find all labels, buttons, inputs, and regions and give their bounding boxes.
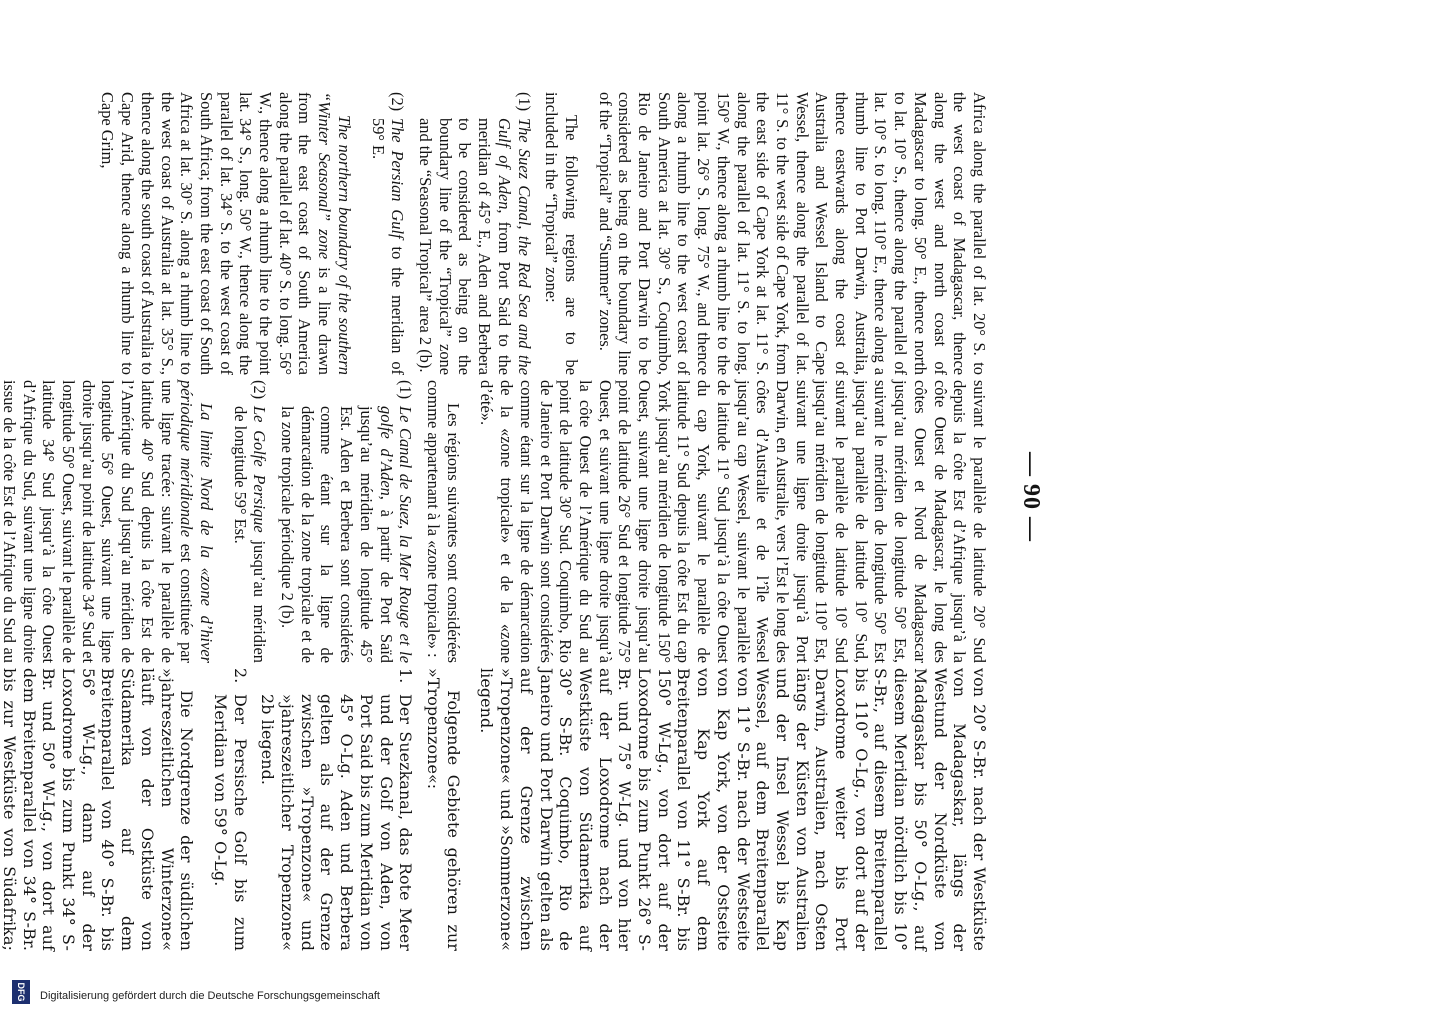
item-text: from Port Said to the meridian of 45° E., Aden and Berbera to be considered as being on the boundary line of the “Tropical” zone and the “Seasonal Tropical” area 2 (b). <box>416 118 514 375</box>
item-text: à partir de Port Saïd jusqu’au méridien de longitude 45° Est. Aden et Berbera sont considérés comme étant sur la ligne de démarcation de la zone tropicale et de la zone tropicale périodique 2 (b). <box>278 406 396 663</box>
french-paragraph-3 <box>0 380 216 663</box>
list-number: (2) <box>250 380 270 400</box>
french-column <box>0 380 989 663</box>
german-list-item-2 <box>210 668 249 951</box>
french-paragraph-1: suivant le parallèle de latitude 20° Sud depuis la côte Est d’Afrique jusqu’à la côte Ouest de Madagascar, le long des côtes Ouest et Nord de Madagascar jusqu’au méridien de longitude 50° Est, suivant le méridien de longitude 50° Est jusqu’au parallèle de latitude 10° Sud, suivant le parallèle de latitude 10° Sud jusqu’au méridien de longitude 110° Est, suivant une ligne droite jusqu’à Port Darwin, en Australie, vers l’Est le long des côtes d’Australie et de l’île Wessel jusqu’au cap Wessel, suivant le parallèle de latitude 11° Sud jusqu’à la côte Ouest du cap York, suivant le parallèle de latitude 11° Sud depuis la côte Est du cap York jusqu’au méridien de longitude 150° Ouest, suivant une ligne droite jusqu’au point de latitude 26° Sud et longitude 75° Ouest, et suivant une ligne droite jusqu’à la côte Ouest de l’Amérique du Sud au point de latitude 30° Sud. Coquimbo, Rio de Janeiro et Port Darwin sont considérés comme étant sur la ligne de démarcation de la «zone tropicale» et de la «zone d’été». <box>477 380 989 663</box>
list-number: 1. <box>396 668 416 684</box>
german-paragraph-1: von 20° S-Br. nach der Westküste von Madagaskar, längs der Westund der Nordküste von Madagaskar bis 50° O-Lg., auf diesem Meridian nördlich bis 10° S-Br., auf diesem Breitenparallel bis 110° O-Lg., von dort auf der Loxodrome weiter bis Port Darwin, Australien, nach Osten längs der Küsten von Australien und der Insel Wessel bis Kap Wessel, auf dem Breitenparallel von 11° S-Br. nach der Westseite von Kap York, von der Ostseite von Kap York auf dem Breitenparallel von 11° S-Br. bis 150° W-Lg., von dort auf der Loxodrome bis zum Punkt 26° S-Br. und 75° W-Lg. und von hier auf der Loxodrome nach der Westküste von Südamerika auf 30° S-Br. Coquimbo, Rio de Janeiro und Port Darwin gelten als auf der Grenze zwischen »Tropenzone« und »Sommerzone« liegend. <box>477 668 989 951</box>
paragraph-text: is a line drawn from the east coast of South America along the parallel of lat. 40° S. to long. 56° W., thence along a rhumb line to the point lat. 34° S., long. 50° W., thence along the parallel of lat. 34° S. to the west coast of South Africa; from the east coast of South Africa at lat. 30° S. along a rhumb line to the west coast of Australia at lat. 35° S., thence along the south coast of Australia to Cape Arid, thence along a rhumb line to Cape Grim, <box>98 92 335 375</box>
item-text: Der Suezkanal, das Rote Meer und der Golf von Aden, von Port Said bis zum Meridian von 45° O-Lg. Aden und Berbera gelten als auf der Grenze zwischen »Tropenzone« und »jahreszeitlicher Tropenzone« 2b liegend. <box>258 694 416 951</box>
list-number: (1) <box>514 92 534 112</box>
page-number: — 90 — <box>1018 452 1044 542</box>
paragraph-title: The northern boundary of the southern “Winter Seasonal” zone <box>315 92 354 375</box>
paragraph-text: est constituée par une ligne tracée: suivant le parallèle de latitude 40° Sud depuis la côte Est de l’Amérique du Sud jusqu’au méridien de longitude 56° Ouest, suivant une ligne droite jusqu’au point de latitude 34° Sud et longitude 50° Ouest, suivant le parallèle de latitude 34° Sud jusqu’à la côte Ouest d’Afrique du Sud, suivant une ligne droite issue de la côte Est de l’Afrique du Sud au <box>0 380 197 663</box>
item-title: Le Golfe Persique <box>250 406 270 533</box>
english-paragraph-3 <box>98 92 354 375</box>
item-text: jusqu’au méridien de longitude 59° Est. <box>230 406 270 663</box>
german-column <box>0 668 989 951</box>
list-number: (1) <box>396 380 416 400</box>
item-title: The Suez Canal, the Red Sea and the Gulf of Aden, <box>494 118 534 375</box>
english-paragraph-2: The following regions are to be included in the “Tropical” zone: <box>542 92 581 375</box>
english-list-item-1 <box>415 92 533 375</box>
item-text: to the meridian of 59° E. <box>368 118 408 375</box>
credit-text: Digitalisierung gefördert durch die Deutsche Forschungsgemeinschaft <box>40 990 380 1002</box>
english-list-item-2 <box>368 92 407 375</box>
german-paragraph-2: Folgende Gebiete gehören zur »Tropenzone«: <box>424 668 463 951</box>
english-column <box>69 92 989 375</box>
dfg-logo: DFG <box>12 980 30 1004</box>
french-list-item-1 <box>277 380 415 663</box>
french-list-item-2 <box>230 380 269 663</box>
list-number: 2. <box>230 668 250 684</box>
list-number: (2) <box>388 92 408 112</box>
item-title: The Persian Gulf <box>388 118 408 239</box>
paragraph-title: La limite Nord de la «zone d’hiver périodique méridionale <box>177 380 216 663</box>
english-paragraph-1: Africa along the parallel of lat. 20° S. to the west coast of Madagascar, thence along the west and north coast of Madagascar to long. 50° E., thence north to lat. 10° S., thence along the parallel of lat. 10° S. to long. 110° E., thence along a rhumb line to Port Darwin, Australia, thence eastwards along the coast of Australia and Wessel Island to Cape Wessel, thence along the parallel of lat. 11° S. to the west side of Cape York, from the east side of Cape York at lat. 11° S. along the parallel of lat. 11° S. to long. 150° W., thence along a rhumb line to the point lat. 26° S. long. 75° W., and thence along a rhumb line to the west coast of South America at lat. 30° S., Coquimbo, Rio de Janeiro and Port Darwin to be considered as being on the boundary line of the “Tropical” and “Summer” zones. <box>595 92 989 375</box>
item-text: Der Persische Golf bis zum Meridian von 59° O-Lg. <box>210 694 250 951</box>
german-list-item-1 <box>258 668 416 951</box>
item-title: Le Canal de Suez, la Mer Rouge et le golfe d’Aden, <box>376 406 416 663</box>
german-paragraph-3: Die Nordgrenze der südlichen »jahreszeitlichen Winterzone« läuft von der Ostküste von Südamerika auf dem Breitenparallel von 40° S-Br. bis 56° W-Lg., dann auf der Loxodrome bis zum Punkt 34° S-Br. und 50° W-Lg., von dort auf dem Breitenparallel von 34° S-Br. bis zur Westküste von Südafrika; <box>0 668 197 951</box>
french-paragraph-2: Les régions suivantes sont considérées comme appartenant à la «zone tropicale» : <box>424 380 463 663</box>
